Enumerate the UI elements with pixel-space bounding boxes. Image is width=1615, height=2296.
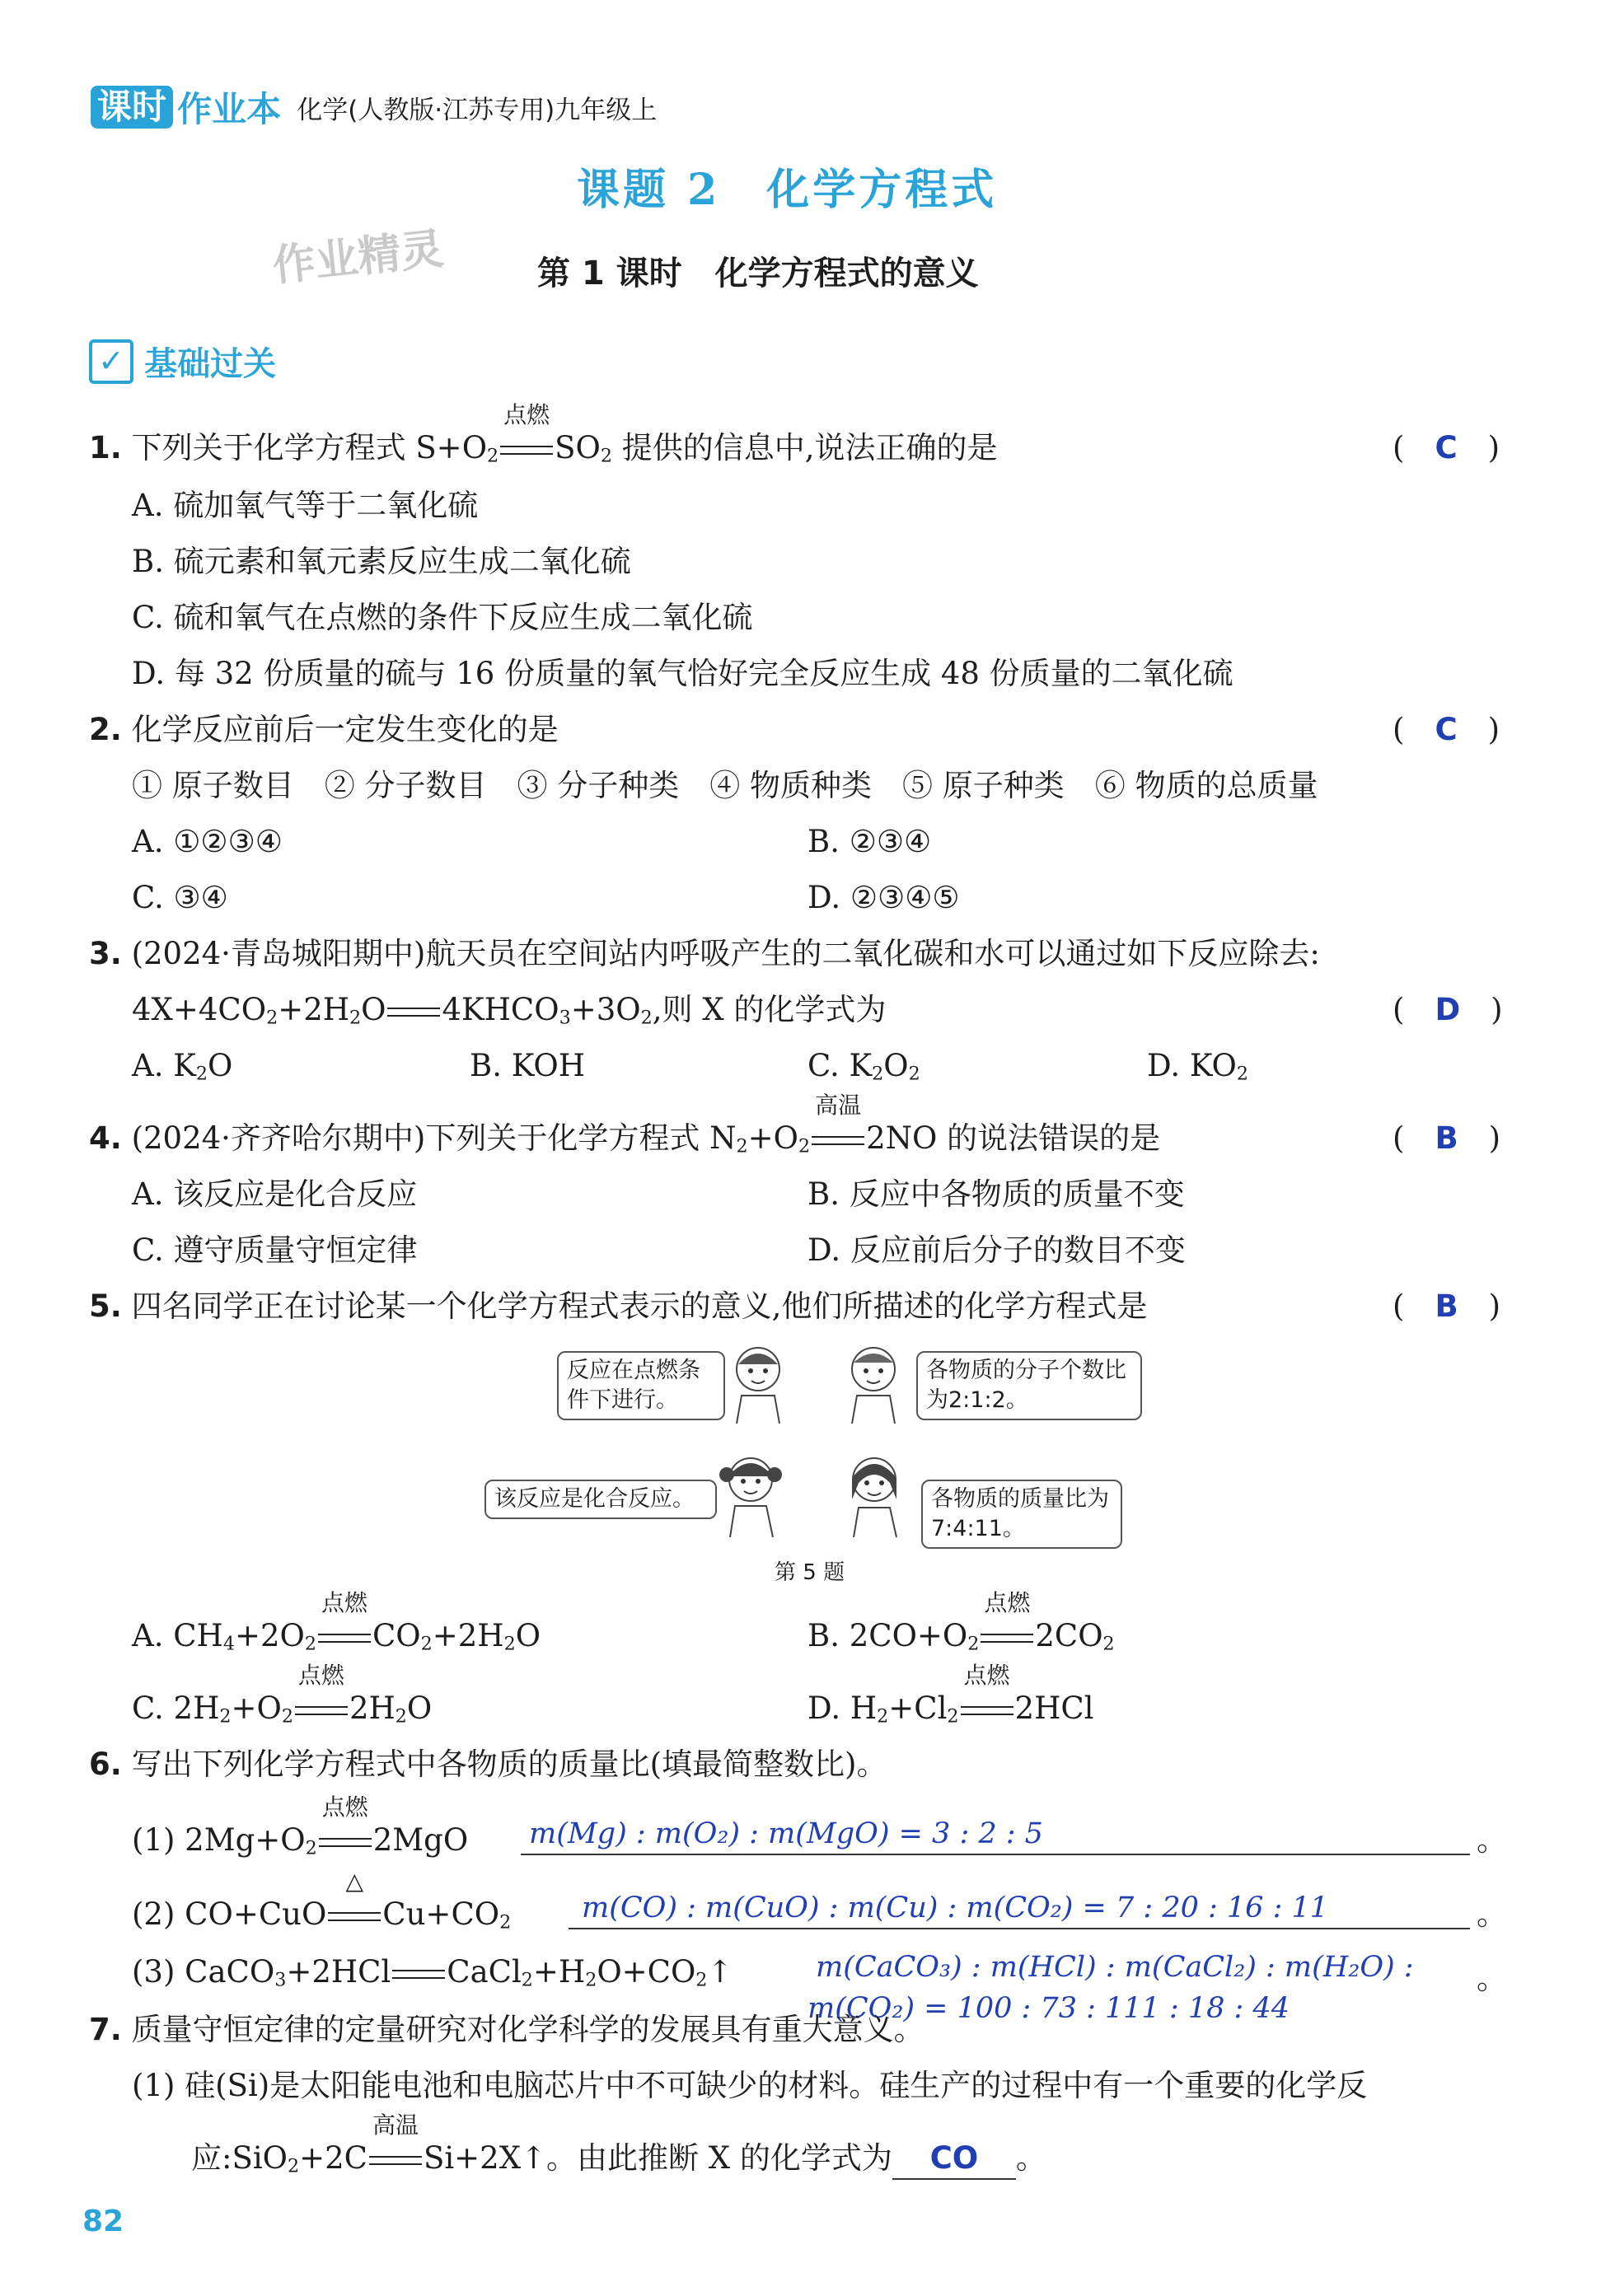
q6-3-blank-line2: m(CO₂) = 100 : 73 : 111 : 18 : 44 xyxy=(808,1992,1290,2025)
q6-1-period: 。 xyxy=(1477,1822,1507,1858)
header xyxy=(91,82,657,132)
q5-option-b: B. $2CO+O_2$ 点燃 $2CO_2$ xyxy=(808,1589,1115,1655)
q6-2-period: 。 xyxy=(1477,1896,1507,1932)
q1-stem: 1. 下列关于化学方程式 $S+O_2$ 点燃 $SO_2$ 提供的信息中,说法正确的是 xyxy=(89,401,998,467)
q6-1-equation: (1) $2Mg+O_2$ 点燃 2MgO xyxy=(132,1793,469,1859)
q4-stem: 4. (2024·齐齐哈尔期中)下列关于化学方程式 $N_2+O_2$ 高温 2NO 的说法错误的是 xyxy=(89,1092,1161,1157)
q4-option-d: D. 反应前后分子的数目不变 xyxy=(808,1232,1186,1268)
q5-bubble-2: 各物质的分子个数比为2:1:2。 xyxy=(916,1351,1142,1420)
q5-stem: 5. 四名同学正在讨论某一个化学方程式表示的意义,他们所描述的化学方程式是 xyxy=(89,1288,1148,1324)
q6-3-blank-line1: m(CaCO₃) : m(HCl) : m(CaCl₂) : m(H₂O) : xyxy=(816,1951,1414,1984)
q6-stem: 6. 写出下列化学方程式中各物质的质量比(填最简整数比)。 xyxy=(89,1747,887,1782)
q6-1-blank: m(Mg) : m(O₂) : m(MgO) = 3 : 2 : 5 xyxy=(521,1817,1470,1855)
q3-answer: ( D ) xyxy=(1393,992,1503,1027)
q2-option-a: A. ①②③④ xyxy=(132,824,283,859)
q5-option-a: A. $CH_4+2O_2$ 点燃 $CO_2+2H_2O$ xyxy=(132,1589,541,1655)
q1-option-a: A. 硫加氧气等于二氧化硫 xyxy=(132,488,479,523)
girl2-avatar-icon xyxy=(837,1450,911,1544)
q5-answer: ( B ) xyxy=(1393,1288,1501,1324)
topic-title: 课题 2 化学方程式 xyxy=(577,165,998,215)
page-number: 82 xyxy=(82,2205,124,2238)
brand-text: 作业本 xyxy=(177,89,282,129)
brand-badge: 课时 xyxy=(91,86,173,129)
section-heading: ✓ 基础过关 xyxy=(89,338,276,385)
q2-option-d: D. ②③④⑤ xyxy=(808,880,960,915)
q7-sub1-line2: 应:SiO$_2$+2C 高温 Si+2X↑。由此推断 X 的化学式为 CO 。 xyxy=(191,2139,1046,2186)
q3-option-a: A. $K_2O$ xyxy=(132,1048,233,1085)
watermark: 作业精灵 xyxy=(270,224,447,292)
q7-blank: CO xyxy=(892,2139,1016,2180)
q3-equation: $4X+4CO_2+2H_2O$ $4KHCO_3+3O_2$,则 X 的化学式为 xyxy=(132,992,887,1029)
q2-option-c: C. ③④ xyxy=(132,880,228,915)
q5-caption: 第 5 题 xyxy=(775,1560,845,1585)
q5-bubble-4: 各物质的质量比为7:4:11。 xyxy=(921,1480,1122,1549)
q1-answer: ( C ) xyxy=(1393,430,1500,465)
q6-3-equation: (3) CaCO$_3$+2HCl $CaCl_2+H_2O+CO_2↑$ xyxy=(132,1954,733,1991)
q7-sub1: (1) 硅(Si)是太阳能电池和电脑芯片中不可缺少的材料。硅生产的过程中有一个重要的化学反 xyxy=(132,2068,1368,2103)
q2-option-b: B. ②③④ xyxy=(808,824,932,859)
boy2-avatar-icon xyxy=(840,1343,906,1429)
q6-2-blank: m(CO) : m(CuO) : m(Cu) : m(CO₂) = 7 : 20 : 16 : 11 xyxy=(569,1892,1470,1929)
q3-stem: 3. (2024·青岛城阳期中)航天员在空间站内呼吸产生的二氧化碳和水可以通过如下反应除去: xyxy=(89,936,1320,971)
q3-option-d: D. $KO_2$ xyxy=(1147,1048,1248,1085)
lesson-title: 第 1 课时 化学方程式的意义 xyxy=(537,255,979,292)
q1-option-c: C. 硫和氧气在点燃的条件下反应生成二氧化硫 xyxy=(132,600,753,635)
q5-option-c: C. $2H_2+O_2$ 点燃 $2H_2O$ xyxy=(132,1662,433,1728)
q7-stem: 7. 质量守恒定律的定量研究对化学科学的发展具有重大意义。 xyxy=(89,2012,925,2047)
q2-answer: ( C ) xyxy=(1393,712,1500,747)
q2-stem: 2. 化学反应前后一定发生变化的是 xyxy=(89,712,559,747)
q1-option-b: B. 硫元素和氧元素反应生成二氧化硫 xyxy=(132,544,631,579)
q5-bubble-1: 反应在点燃条件下进行。 xyxy=(557,1351,725,1420)
q1-option-d: D. 每 32 份质量的硫与 16 份质量的氧气恰好完全反应生成 48 份质量的二氧化硫 xyxy=(132,656,1233,691)
q4-option-c: C. 遵守质量守恒定律 xyxy=(132,1232,418,1268)
q5-option-d: D. $H_2+Cl_2$ 点燃 2HCl xyxy=(808,1662,1094,1728)
q6-3-period: 。 xyxy=(1477,1961,1507,1996)
q4-answer: ( B ) xyxy=(1393,1120,1501,1156)
q4-option-b: B. 反应中各物质的质量不变 xyxy=(808,1176,1185,1212)
q4-option-a: A. 该反应是化合反应 xyxy=(132,1176,418,1212)
boy-avatar-icon xyxy=(725,1343,791,1429)
header-subject: 化学(人教版·江苏专用)九年级上 xyxy=(297,95,658,125)
girl-avatar-icon xyxy=(714,1450,788,1544)
q2-items: ① 原子数目 ② 分子数目 ③ 分子种类 ④ 物质种类 ⑤ 原子种类 ⑥ 物质的总质量 xyxy=(132,768,1318,803)
q5-bubble-3: 该反应是化合反应。 xyxy=(485,1480,717,1519)
q3-option-b: B. KOH xyxy=(470,1048,585,1083)
q3-option-c: C. $K_2O_2$ xyxy=(808,1048,920,1085)
q6-2-equation: (2) CO+CuO △ $Cu+CO_2$ xyxy=(132,1868,512,1934)
checkbox-icon: ✓ xyxy=(89,339,133,384)
